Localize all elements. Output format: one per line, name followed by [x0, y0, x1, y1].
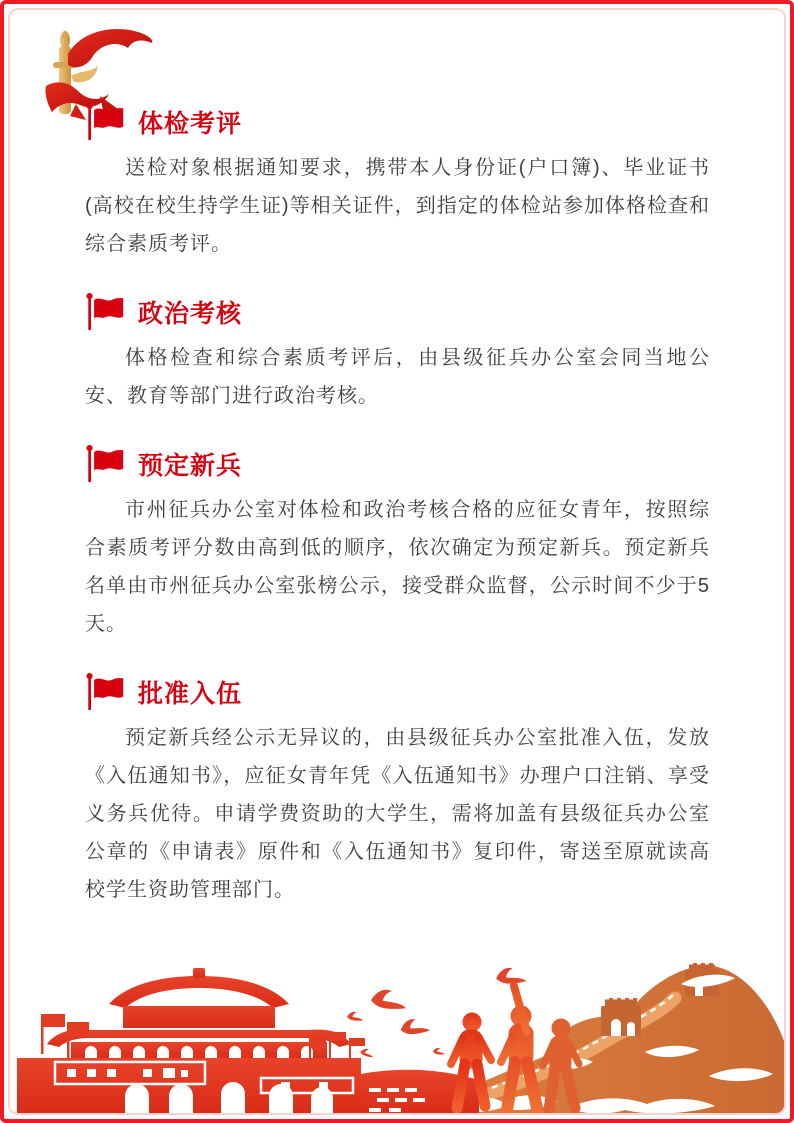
section-heading [85, 445, 710, 483]
section-title-text: 政治考核 [138, 300, 243, 328]
section-title-text: 预定新兵 [138, 452, 243, 480]
section-heading [85, 293, 710, 331]
section-heading [85, 673, 710, 711]
flag-icon [85, 672, 125, 712]
section-body-text: 体格检查和综合素质考评后，由县级征兵办公室会同当地公安、教育等部门进行政治考核。 [85, 347, 710, 407]
section-body-text: 市州征兵办公室对体检和政治考核合格的应征女青年，按照综合素质考评分数由高到低的顺序，依次确定为预定新兵。预定新兵名单由市州征兵办公室张榜公示，接受群众监督，公示时间不少于5天。 [85, 499, 710, 635]
section-enlistment-approval [85, 673, 710, 909]
section-title-text: 批准入伍 [138, 680, 243, 708]
flag-icon [85, 292, 125, 332]
document-content [0, 103, 794, 939]
tiananmen-silhouette [17, 968, 479, 1114]
section-political-review [85, 293, 710, 415]
section-heading [85, 103, 710, 141]
section-preselected-recruits [85, 445, 710, 643]
bottom-illustration [9, 956, 785, 1114]
flag-icon [85, 444, 125, 484]
section-physical-exam [85, 103, 710, 263]
dove-icons [347, 966, 527, 1058]
section-body-text: 送检对象根据通知要求，携带本人身份证(户口簿)、毕业证书(高校在校生持学生证)等相关证件，到指定的体检站参加体格检查和综合素质考评。 [85, 157, 710, 255]
flag-icon [85, 102, 125, 142]
section-body-text: 预定新兵经公示无异议的，由县级征兵办公室批准入伍，发放《入伍通知书》，应征女青年凭《入伍通知书》办理户口注销、享受义务兵优待。申请学费资助的大学生，需将加盖有县级征兵办公室公章的《申请表》原件和《入伍通知书》复印件，寄送至原就读高校学生资助管理部门。 [85, 727, 710, 901]
section-title-text: 体检考评 [138, 110, 243, 138]
